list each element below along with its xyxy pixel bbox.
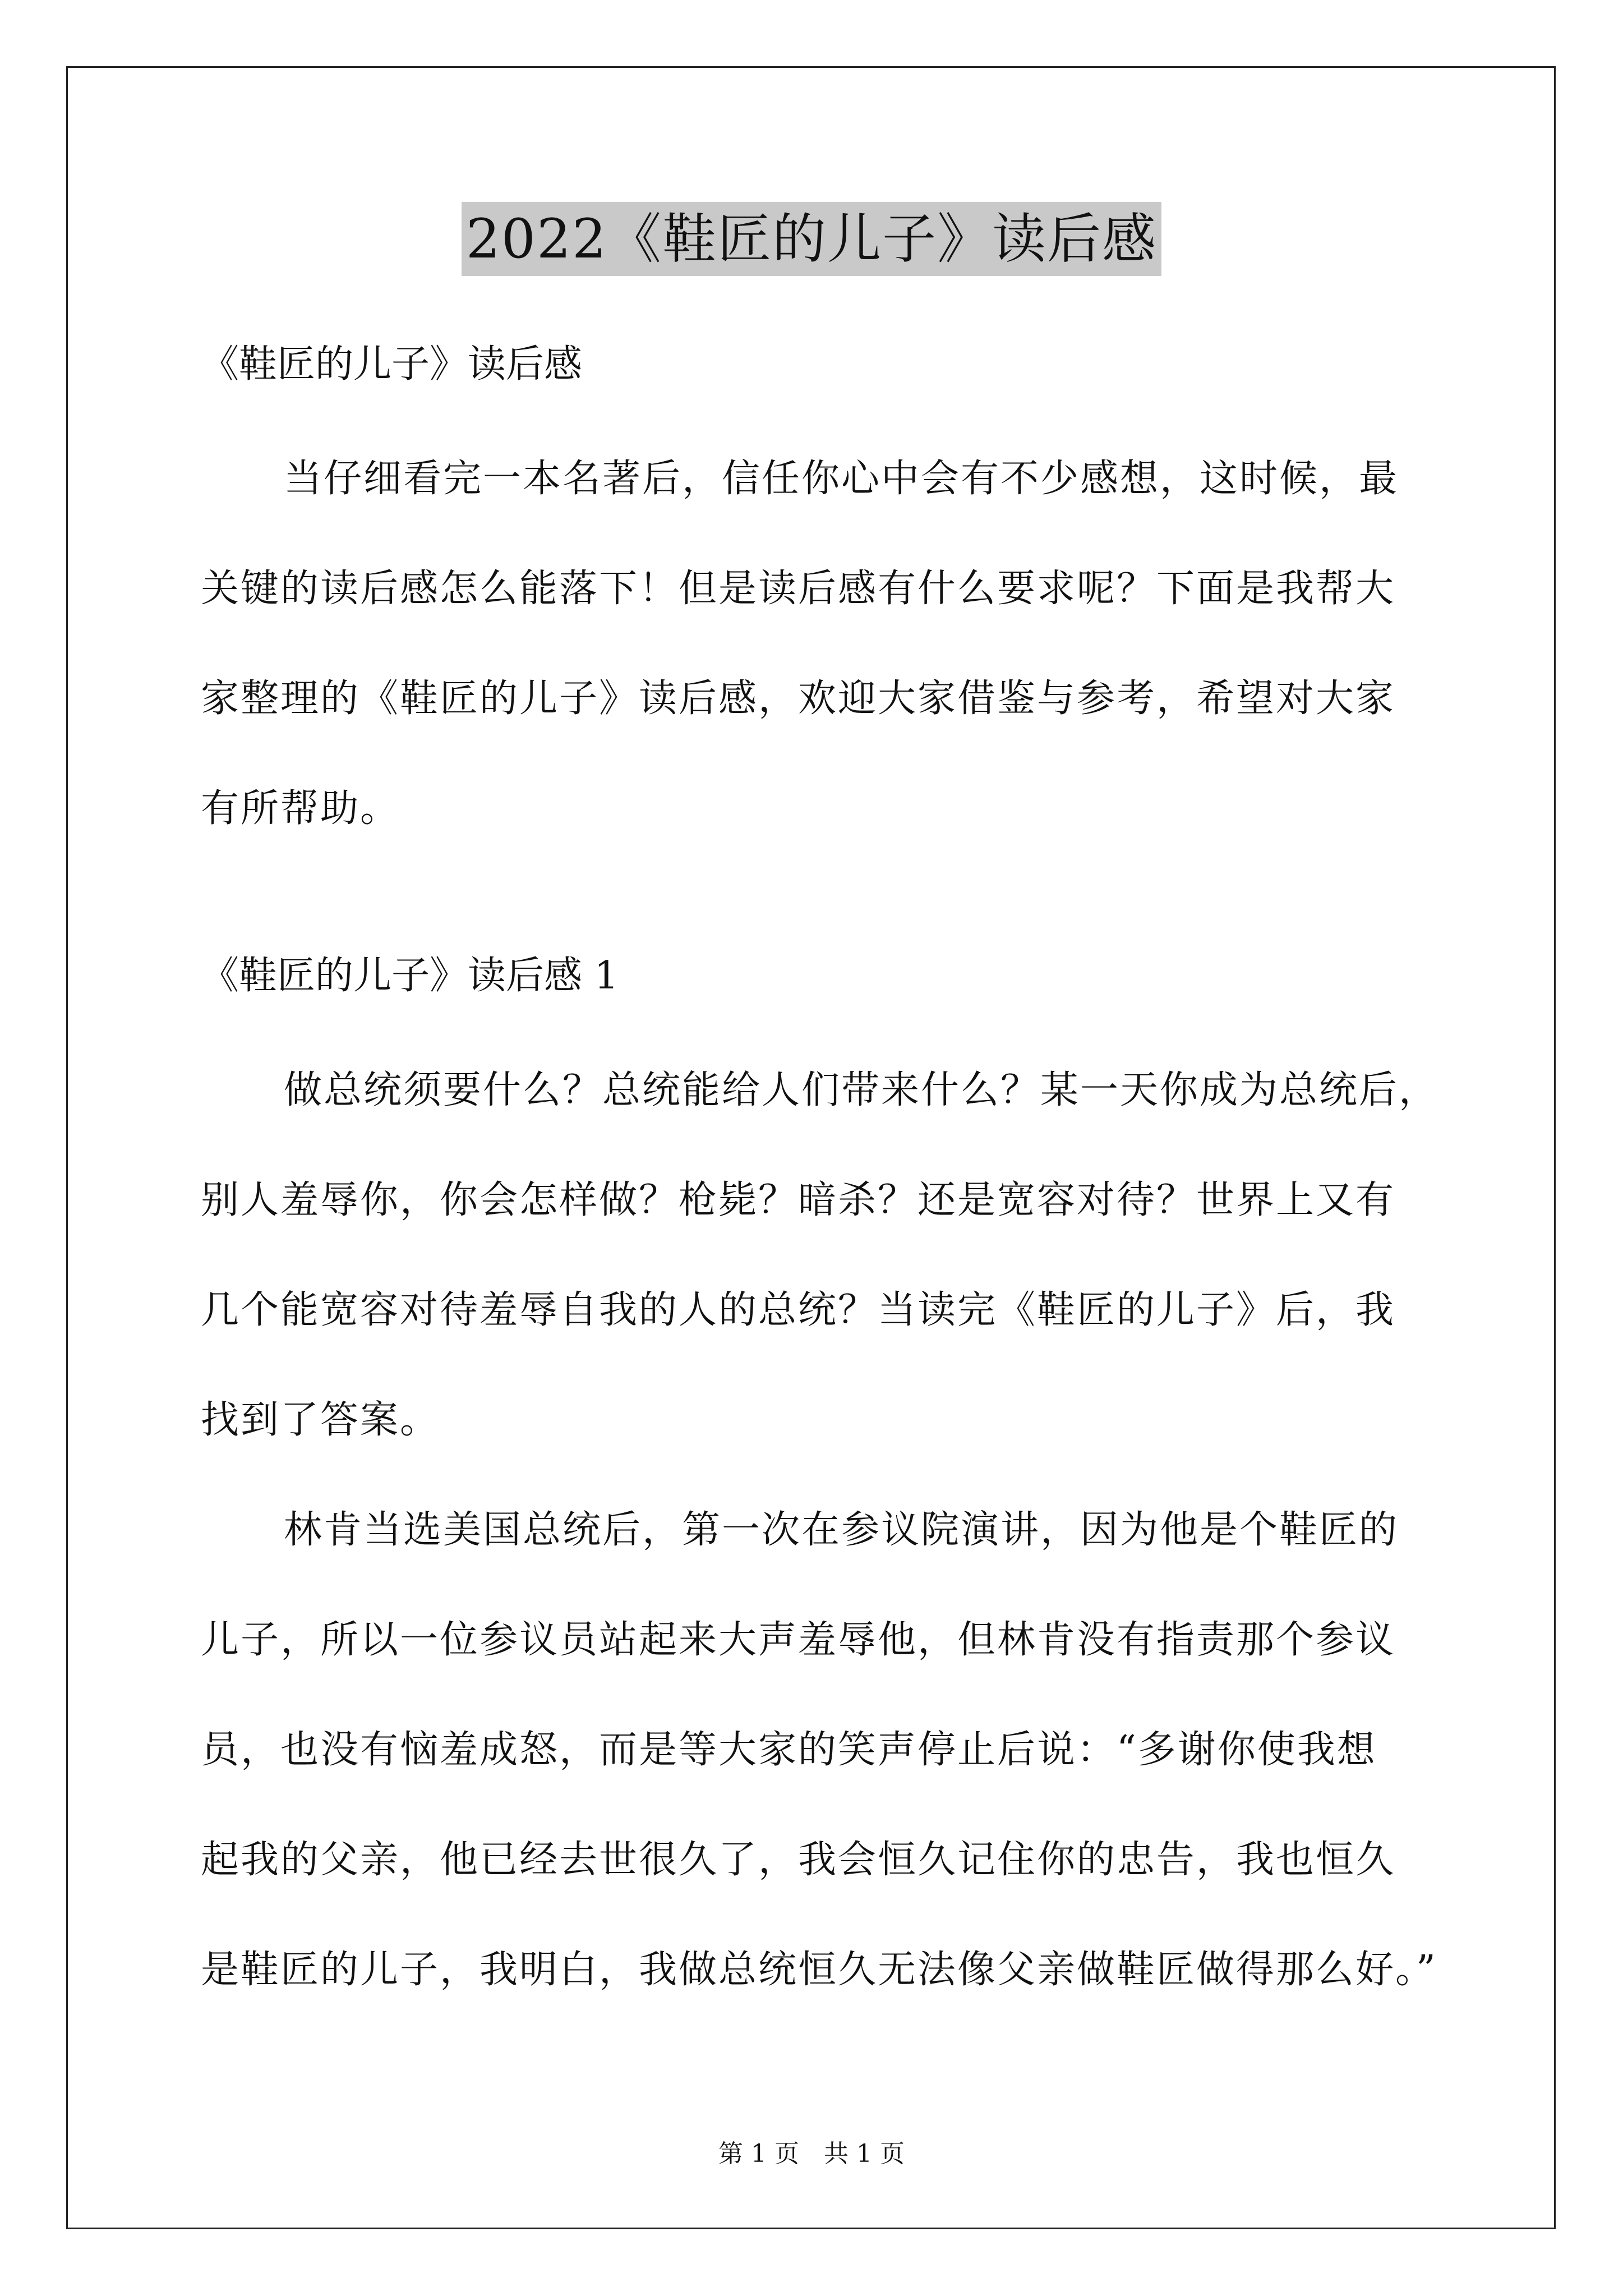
intro-heading: 《鞋匠的儿子》读后感 — [201, 342, 583, 386]
section-paragraph — [201, 1036, 1439, 1475]
text-line: 有所帮助。 — [201, 786, 400, 831]
text-line: 找到了答案。 — [201, 1398, 440, 1442]
text-line: 别人羞辱你，你会怎样做？枪毙？暗杀？还是宽容对待？世界上又有 — [201, 1178, 1396, 1222]
document-body — [201, 337, 1439, 2025]
section-paragraph — [201, 1475, 1437, 2025]
text-line: 林肯当选美国总统后，第一次在参议院演讲，因为他是个鞋匠的 — [284, 1508, 1399, 1552]
section-heading: 《鞋匠的儿子》读后感 1 — [201, 954, 619, 998]
text-line: 几个能宽容对待羞辱自我的人的总统？当读完《鞋匠的儿子》后，我 — [201, 1288, 1396, 1332]
text-line: 员，也没有恼羞成怒，而是等大家的笑声停止后说：“多谢你使我想 — [201, 1728, 1377, 1772]
text-line: 关键的读后感怎么能落下！但是读后感有什么要求呢？下面是我帮大 — [201, 567, 1396, 611]
document-title: 2022《鞋匠的儿子》读后感 — [462, 202, 1161, 276]
text-line: 是鞋匠的儿子，我明白，我做总统恒久无法像父亲做鞋匠做得那么好。” — [201, 1948, 1437, 1992]
text-line: 起我的父亲，他已经去世很久了，我会恒久记住你的忠告，我也恒久 — [201, 1838, 1396, 1882]
text-line: 儿子，所以一位参议员站起来大声羞辱他，但林肯没有指责那个参议 — [201, 1618, 1396, 1662]
text-line: 家整理的《鞋匠的儿子》读后感，欢迎大家借鉴与参考，希望对大家 — [201, 677, 1396, 721]
text-line: 当仔细看完一本名著后，信任你心中会有不少感想，这时候，最 — [284, 457, 1399, 501]
intro-paragraph — [201, 424, 1423, 864]
page-footer: 第 1 页 共 1 页 — [718, 2139, 905, 2168]
title-container — [0, 202, 1623, 276]
text-line: 做总统须要什么？总统能给人们带来什么？某一天你成为总统后， — [284, 1068, 1439, 1112]
